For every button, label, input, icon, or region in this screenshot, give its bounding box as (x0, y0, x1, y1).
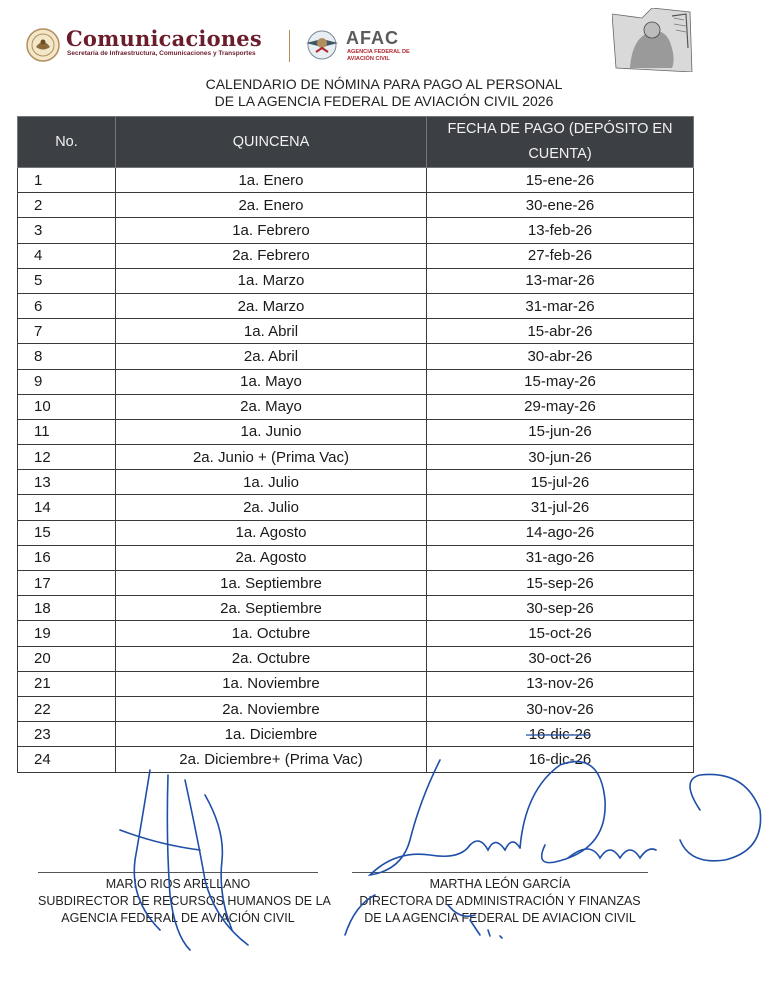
table-row (18, 369, 694, 394)
row-quincena: 1a. Enero (116, 168, 427, 193)
row-quincena: 2a. Agosto (116, 545, 427, 570)
row-number: 10 (18, 394, 116, 419)
table-row (18, 445, 694, 470)
row-quincena: 2a. Mayo (116, 394, 427, 419)
row-payment-date: 30-abr-26 (427, 344, 694, 369)
table-row (18, 243, 694, 268)
row-quincena: 2a. Diciembre+ (Prima Vac) (116, 747, 427, 772)
row-payment-date: 31-jul-26 (427, 495, 694, 520)
row-payment-date: 13-mar-26 (427, 268, 694, 293)
row-payment-date: 16-dic-26 (427, 747, 694, 772)
table-row (18, 596, 694, 621)
row-quincena: 2a. Octubre (116, 646, 427, 671)
signatory-left (38, 876, 331, 927)
row-payment-date: 15-sep-26 (427, 571, 694, 596)
portrait-sketch-icon (612, 8, 694, 72)
header-divider (289, 30, 290, 62)
row-quincena: 2a. Julio (116, 495, 427, 520)
table-row (18, 696, 694, 721)
agency-full-name: AGENCIA FEDERAL DE AVIACIÓN CIVIL (347, 49, 410, 62)
signature-right-stroke-1 (370, 760, 470, 875)
row-number: 16 (18, 545, 116, 570)
signature-right-stroke-4 (568, 849, 656, 858)
table-row (18, 344, 694, 369)
row-payment-date: 30-ene-26 (427, 193, 694, 218)
row-quincena: 1a. Noviembre (116, 671, 427, 696)
row-payment-date: 15-jul-26 (427, 470, 694, 495)
table-row (18, 545, 694, 570)
row-payment-date: 15-ene-26 (427, 168, 694, 193)
table-row (18, 571, 694, 596)
signatory-left-org: AGENCIA FEDERAL DE AVIACIÓN CIVIL (61, 911, 295, 925)
row-quincena: 2a. Marzo (116, 293, 427, 318)
row-payment-date: 15-may-26 (427, 369, 694, 394)
row-quincena: 2a. Noviembre (116, 696, 427, 721)
row-quincena: 1a. Septiembre (116, 571, 427, 596)
row-number: 14 (18, 495, 116, 520)
row-quincena: 2a. Abril (116, 344, 427, 369)
row-payment-date: 27-feb-26 (427, 243, 694, 268)
row-number: 24 (18, 747, 116, 772)
row-number: 5 (18, 268, 116, 293)
row-number: 9 (18, 369, 116, 394)
table-row (18, 268, 694, 293)
row-number: 17 (18, 571, 116, 596)
row-number: 12 (18, 445, 116, 470)
signatory-left-role: SUBDIRECTOR DE RECURSOS HUMANOS DE LA (38, 894, 331, 908)
coat-of-arms-seal-icon (26, 28, 60, 62)
signatory-right-name: MARTHA LEÓN GARCÍA (429, 877, 571, 891)
row-payment-date: 30-nov-26 (427, 696, 694, 721)
row-payment-date: 31-mar-26 (427, 293, 694, 318)
signature-right-stroke-3 (520, 762, 605, 863)
row-quincena: 1a. Diciembre (116, 722, 427, 747)
agency-short-name: AFAC (346, 28, 399, 48)
row-payment-date: 13-feb-26 (427, 218, 694, 243)
table-row (18, 218, 694, 243)
row-quincena: 1a. Agosto (116, 520, 427, 545)
table-row (18, 394, 694, 419)
row-number: 22 (18, 696, 116, 721)
row-number: 15 (18, 520, 116, 545)
header-number: No. (18, 117, 116, 168)
header-payment-date: FECHA DE PAGO (DEPÓSITO EN CUENTA) (427, 117, 694, 168)
row-payment-date: 15-jun-26 (427, 419, 694, 444)
row-number: 20 (18, 646, 116, 671)
row-quincena: 1a. Mayo (116, 369, 427, 394)
row-payment-date: 16-dic-26 (427, 722, 694, 747)
row-number: 8 (18, 344, 116, 369)
row-number: 6 (18, 293, 116, 318)
row-number: 23 (18, 722, 116, 747)
table-row (18, 621, 694, 646)
row-number: 11 (18, 419, 116, 444)
table-row (18, 193, 694, 218)
signatory-right-role: DIRECTORA DE ADMINISTRACIÓN Y FINANZAS (359, 894, 641, 908)
row-payment-date: 30-jun-26 (427, 445, 694, 470)
title-line-1: CALENDARIO DE NÓMINA PARA PAGO AL PERSONAL (205, 76, 563, 92)
letterhead (0, 0, 768, 72)
payroll-calendar-table (17, 116, 694, 773)
table-row (18, 419, 694, 444)
document-title (0, 76, 768, 110)
row-number: 19 (18, 621, 116, 646)
row-number: 21 (18, 671, 116, 696)
signatory-right (352, 876, 648, 927)
row-quincena: 2a. Junio + (Prima Vac) (116, 445, 427, 470)
row-payment-date: 31-ago-26 (427, 545, 694, 570)
table-row (18, 495, 694, 520)
row-number: 1 (18, 168, 116, 193)
row-quincena: 1a. Julio (116, 470, 427, 495)
signature-line-right (352, 872, 648, 873)
row-quincena: 1a. Marzo (116, 268, 427, 293)
signatory-left-name: MARIO RIOS ARELLANO (105, 877, 251, 891)
table-row (18, 747, 694, 772)
row-payment-date: 30-oct-26 (427, 646, 694, 671)
table-row (18, 168, 694, 193)
row-quincena: 2a. Septiembre (116, 596, 427, 621)
afac-emblem-icon (302, 28, 342, 62)
row-payment-date: 29-may-26 (427, 394, 694, 419)
table-header-row (18, 117, 694, 168)
table-row (18, 470, 694, 495)
brand-name: Comunicaciones (66, 26, 262, 51)
table-row (18, 319, 694, 344)
signature-line-left (38, 872, 318, 873)
row-number: 13 (18, 470, 116, 495)
row-quincena: 1a. Febrero (116, 218, 427, 243)
row-number: 4 (18, 243, 116, 268)
row-payment-date: 15-oct-26 (427, 621, 694, 646)
row-payment-date: 13-nov-26 (427, 671, 694, 696)
title-line-2: DE LA AGENCIA FEDERAL DE AVIACIÓN CIVIL 2026 (214, 93, 554, 109)
header-quincena: QUINCENA (116, 117, 427, 168)
row-quincena: 1a. Octubre (116, 621, 427, 646)
row-number: 3 (18, 218, 116, 243)
table-row (18, 646, 694, 671)
row-payment-date: 15-abr-26 (427, 319, 694, 344)
row-number: 7 (18, 319, 116, 344)
row-quincena: 2a. Enero (116, 193, 427, 218)
row-quincena: 2a. Febrero (116, 243, 427, 268)
signature-right-stroke-5 (680, 774, 761, 860)
table-row (18, 722, 694, 747)
signature-left-stroke-5 (120, 830, 200, 850)
row-quincena: 1a. Junio (116, 419, 427, 444)
row-number: 18 (18, 596, 116, 621)
row-payment-date: 30-sep-26 (427, 596, 694, 621)
row-payment-date: 14-ago-26 (427, 520, 694, 545)
table-row (18, 293, 694, 318)
table-row (18, 520, 694, 545)
table-row (18, 671, 694, 696)
row-quincena: 1a. Abril (116, 319, 427, 344)
brand-subtitle: Secretaría de Infraestructura, Comunicaciones y Transportes (67, 50, 256, 57)
row-number: 2 (18, 193, 116, 218)
signature-right-stroke-2 (470, 841, 520, 850)
signatory-right-org: DE LA AGENCIA FEDERAL DE AVIACION CIVIL (364, 911, 636, 925)
